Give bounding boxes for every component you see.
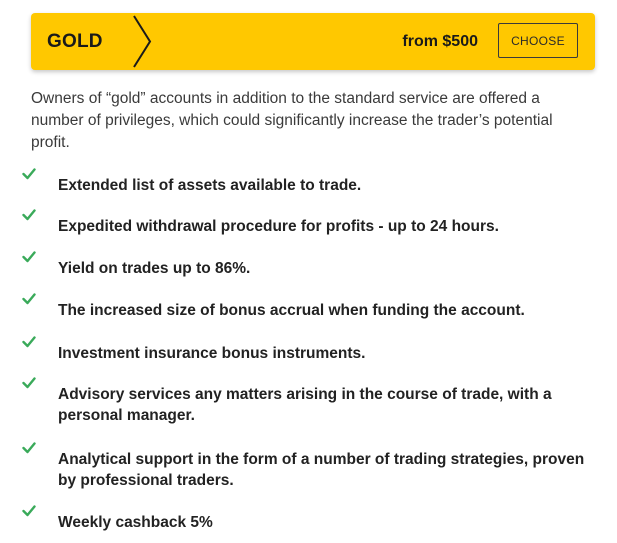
check-icon bbox=[22, 251, 36, 263]
benefit-text: Extended list of assets available to trade. bbox=[58, 177, 362, 194]
check-icon bbox=[22, 505, 36, 517]
benefit-text: Investment insurance bonus instruments. bbox=[58, 345, 366, 362]
plan-header-bar bbox=[31, 13, 595, 70]
check-icon bbox=[22, 377, 36, 389]
benefit-text: Analytical support in the form of a number of trading strategies, proven by professional traders. bbox=[58, 451, 585, 489]
benefit-text: Weekly cashback 5% bbox=[58, 514, 213, 531]
check-icon bbox=[22, 336, 36, 348]
check-icon bbox=[22, 293, 36, 305]
plan-description: Owners of “gold” accounts in addition to the standard service are offered a number of privileges, which could significantly increase the trader’s potential profit. bbox=[31, 90, 553, 151]
benefit-text: Expedited withdrawal procedure for profits - up to 24 hours. bbox=[58, 218, 499, 235]
plan-price: from $500 bbox=[402, 33, 478, 50]
check-icon bbox=[22, 168, 36, 180]
benefit-text: Yield on trades up to 86%. bbox=[58, 260, 251, 277]
benefit-text: The increased size of bonus accrual when funding the account. bbox=[58, 302, 525, 319]
check-icon bbox=[22, 442, 36, 454]
benefit-text: Advisory services any matters arising in the course of trade, with a personal manager. bbox=[58, 386, 552, 424]
plan-name: GOLD bbox=[47, 31, 103, 52]
choose-button[interactable]: CHOOSE bbox=[498, 23, 578, 58]
chevron-right-icon bbox=[131, 13, 155, 70]
check-icon bbox=[22, 209, 36, 221]
